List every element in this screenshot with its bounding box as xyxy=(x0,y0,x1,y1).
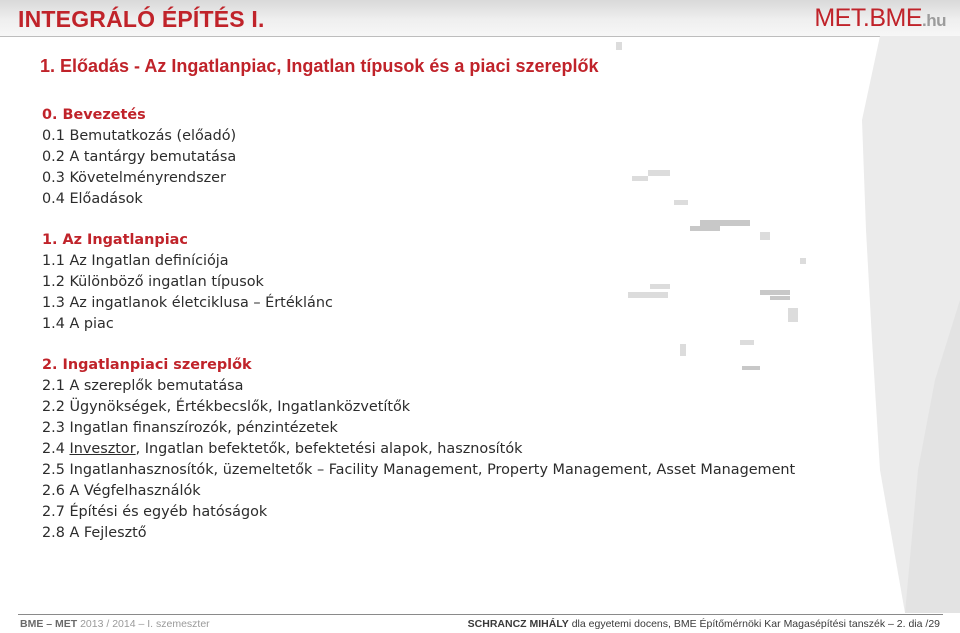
footer-author: SCHRANCZ MIHÁLY dla egyetemi docens, BME Építőmérnöki Kar Magasépítési tanszék – 2. dia /29 xyxy=(467,618,940,630)
section-item: 1.4 A piac xyxy=(42,316,114,332)
section-item: 1.2 Különböző ingatlan típusok xyxy=(42,274,264,290)
section-item: 2.5 Ingatlanhasznosítók, üzemeltetők – Facility Management, Property Management, Asset Management xyxy=(42,462,796,478)
section-item: 1.1 Az Ingatlan definíciója xyxy=(42,253,229,269)
section-item: 1.3 Az ingatlanok életciklusa – Értéklánc xyxy=(42,295,333,311)
section-item: 2.1 A szereplők bemutatása xyxy=(42,378,244,394)
section-item: 2.7 Építési és egyéb hatóságok xyxy=(42,504,268,520)
section-item: 2.6 A Végfelhasználók xyxy=(42,483,201,499)
investor-link[interactable]: Invesztor xyxy=(69,441,136,457)
section-item: 2.2 Ügynökségek, Értékbecslők, Ingatlanközvetítők xyxy=(42,399,411,415)
section-item: 0.1 Bemutatkozás (előadó) xyxy=(42,128,237,144)
slide-content xyxy=(38,56,795,564)
section-item: 2.8 A Fejlesztő xyxy=(42,525,147,541)
section-heading: 0. Bevezetés xyxy=(42,107,146,123)
section-heading: 1. Az Ingatlanpiac xyxy=(42,232,188,248)
section-heading: 2. Ingatlanpiaci szereplők xyxy=(42,357,252,373)
lecture-title: 1. Előadás - Az Ingatlanpiac, Ingatlan típusok és a piaci szereplők xyxy=(40,56,599,76)
footer-divider xyxy=(18,614,943,615)
section-item: 2.3 Ingatlan finanszírozók, pénzintézetek xyxy=(42,420,338,436)
course-title: INTEGRÁLÓ ÉPÍTÉS I. xyxy=(18,6,265,32)
footer-semester: BME – MET 2013 / 2014 – I. szemeszter xyxy=(20,618,210,630)
section-market-players xyxy=(42,355,795,544)
section-item: 0.2 A tantárgy bemutatása xyxy=(42,149,237,165)
section-item: 0.4 Előadások xyxy=(42,191,143,207)
section-item: 0.3 Követelményrendszer xyxy=(42,170,226,186)
met-bme-logo: MET.BME.hu xyxy=(814,4,946,32)
section-item-investor: 2.4 Invesztor, Ingatlan befektetők, befektetési alapok, hasznosítók xyxy=(42,441,523,457)
section-introduction xyxy=(42,105,795,210)
section-real-estate-market xyxy=(42,230,795,335)
